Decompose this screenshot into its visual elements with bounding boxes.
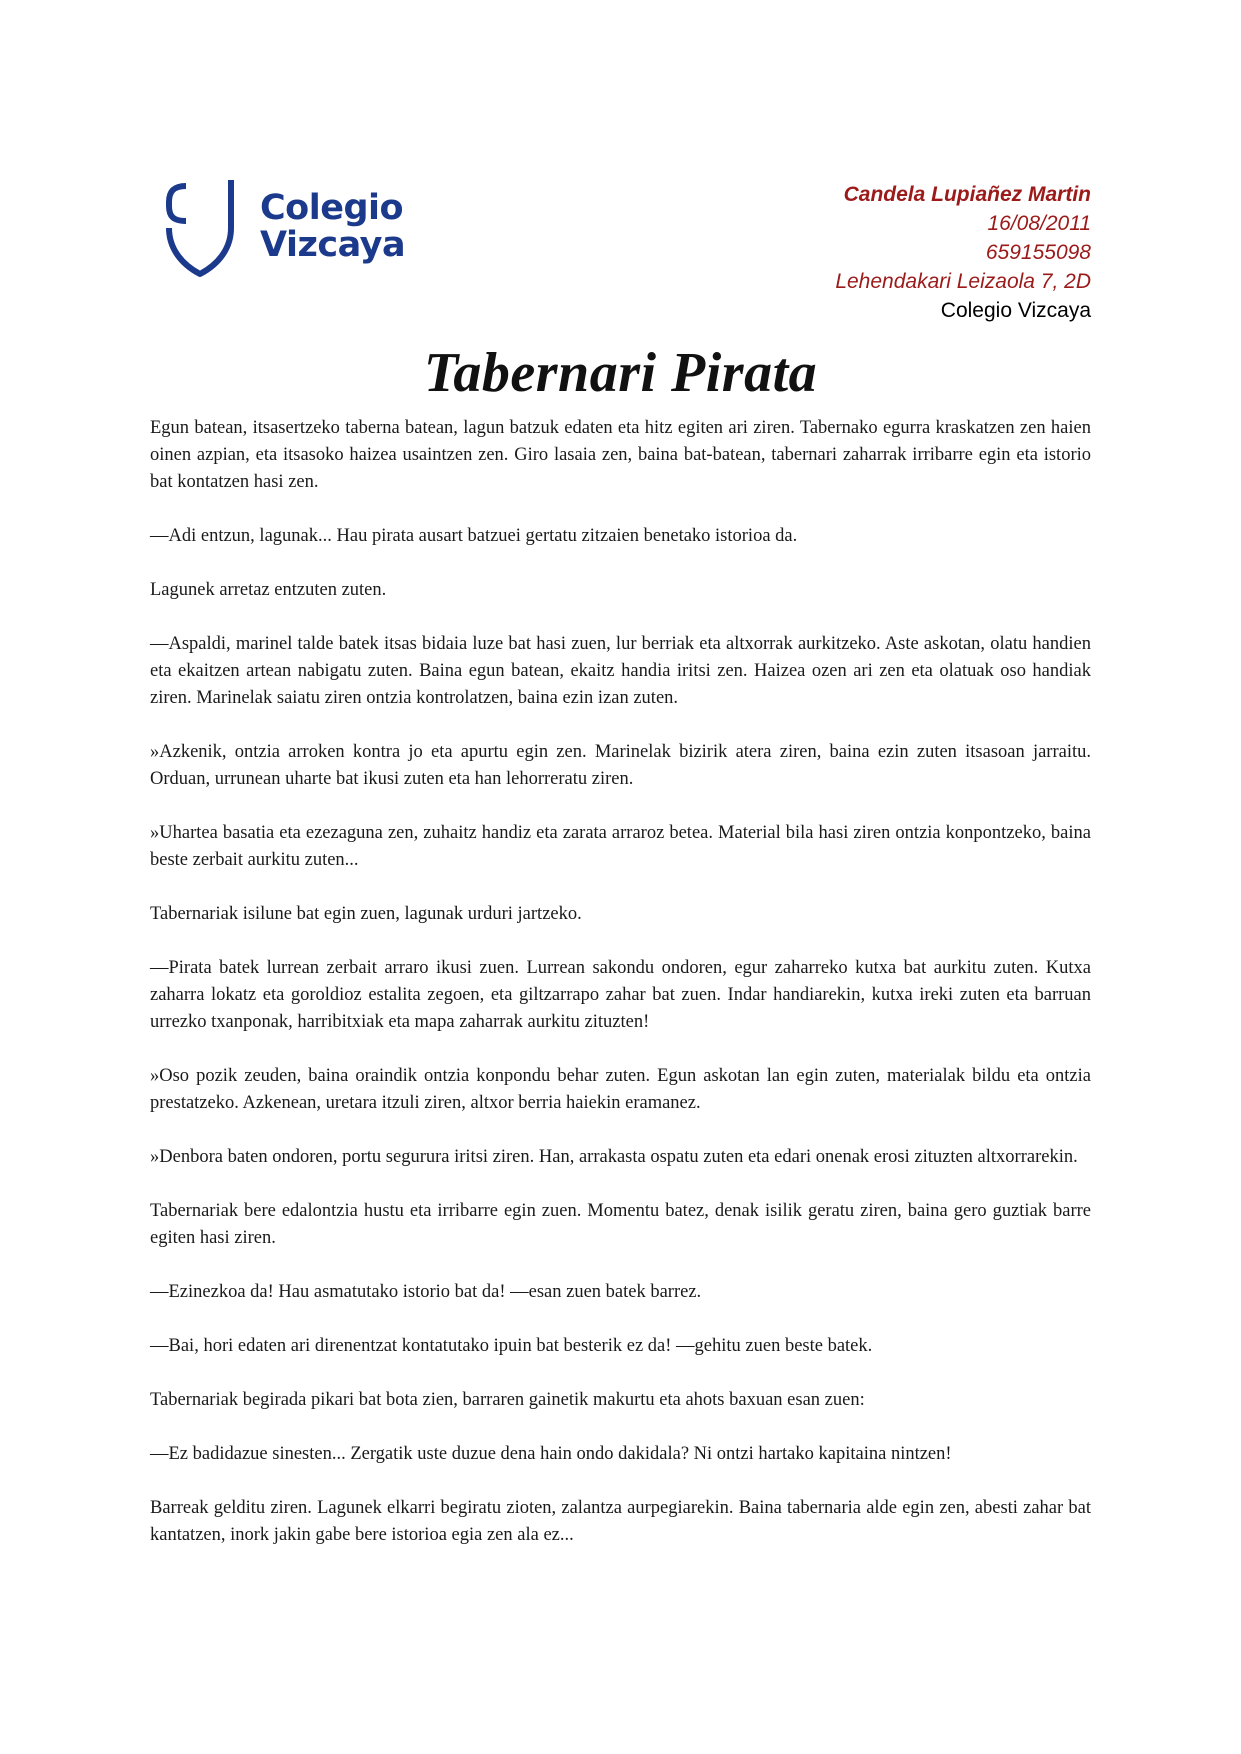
paragraph: —Adi entzun, lagunak... Hau pirata ausart batzuei gertatu zitzaien benetako istorioa da.: [150, 526, 798, 546]
logo-line-1: Colegio: [260, 188, 404, 228]
logo-line-2: Vizcaya: [260, 225, 406, 265]
student-info: [835, 180, 1091, 325]
story-body: [150, 415, 1091, 1576]
paragraph: Barreak gelditu ziren. Lagunek elkarri begiratu zioten, zalantza aurpegiarekin. Baina tabernaria alde egin zen, abesti zahar bat kantatzen, inork jakin gabe bere istorioa egia zen ala ez...: [150, 1498, 1091, 1545]
paragraph: »Azkenik, ontzia arroken kontra jo eta apurtu egin zen. Marinelak bizirik atera ziren, baina ezin zuten itsasoan jarraitu. Orduan, urrunean uharte bat ikusi zuten eta han lehorreratu ziren.: [150, 742, 1091, 789]
paragraph: —Pirata batek lurrean zerbait arraro ikusi zuen. Lurrean sakondu ondoren, egur zaharreko kutxa bat aurkitu zuten. Kutxa zaharra lokatz eta goroldioz estalita zegoen, eta giltzarrapo zahar bat zuen. Indar handiarekin, kutxa ireki zuten eta barruan urrezko txanponak, harribitxiak eta mapa zaharrak aurkitu zituzten!: [150, 958, 1091, 1032]
paragraph: Lagunek arretaz entzuten zuten.: [150, 580, 387, 600]
paragraph: —Aspaldi, marinel talde batek itsas bidaia luze bat hasi zuen, lur berriak eta altxorrak aurkitzeko. Aste askotan, olatu handien eta ekaitzen artean nabigatu zuten. Baina egun batean, ekaitz handia iritsi zen. Haizea ozen ari zen eta olatuak oso handiak ziren. Marinelak saiatu ziren ontzia kontrolatzen, baina ezin izan zuten.: [150, 634, 1091, 708]
paragraph: —Ez badidazue sinesten... Zergatik uste duzue dena hain ondo dakidala? Ni ontzi hartako kapitaina nintzen!: [150, 1444, 952, 1464]
student-phone: 659155098: [985, 241, 1091, 264]
shield-icon: [165, 180, 255, 280]
student-date: 16/08/2011: [987, 212, 1091, 235]
logo-wordmark: [260, 190, 405, 264]
paragraph: Egun batean, itsasertzeko taberna batean, lagun batzuk edaten eta hitz egiten ari ziren. Tabernako egurra kraskatzen zen haien oinen azpian, eta itsasoko haizea usaintzen zen. Giro lasaia zen, baina bat-batean, tabernari zaharrak irribarre egin eta istorio bat kontatzen hasi zen.: [150, 418, 1091, 492]
paragraph: »Denbora baten ondoren, portu segurura iritsi ziren. Han, arrakasta ospatu zuten eta edari onenak erosi zituzten altxorrarekin.: [150, 1147, 1078, 1167]
paragraph: Tabernariak bere edalontzia hustu eta irribarre egin zuen. Momentu batez, denak isilik geratu ziren, baina gero guztiak barre egiten hasi ziren.: [150, 1201, 1091, 1248]
paragraph: Tabernariak isilune bat egin zuen, lagunak urduri jartzeko.: [150, 904, 582, 924]
student-address: Lehendakari Leizaola 7, 2D: [835, 270, 1091, 293]
paragraph: Tabernariak begirada pikari bat bota zien, barraren gainetik makurtu eta ahots baxuan esan zuen:: [150, 1390, 865, 1410]
paragraph: »Oso pozik zeuden, baina oraindik ontzia konpondu behar zuten. Egun askotan lan egin zuten, materialak bildu eta ontzia prestatzeko. Azkenean, uretara itzuli ziren, altxor berria haiekin eramanez.: [150, 1066, 1091, 1113]
student-name: Candela Lupiañez Martin: [843, 183, 1091, 206]
school-name: Colegio Vizcaya: [940, 299, 1091, 322]
page-title: Tabernari Pirata: [423, 342, 818, 404]
paragraph: —Bai, hori edaten ari direnentzat kontatutako ipuin bat besterik ez da! —gehitu zuen beste batek.: [150, 1336, 873, 1356]
paragraph: »Uhartea basatia eta ezezaguna zen, zuhaitz handiz eta zarata arraroz betea. Material bila hasi ziren ontzia konpontzeko, baina beste zerbait aurkitu zuten...: [150, 823, 1091, 870]
paragraph: —Ezinezkoa da! Hau asmatutako istorio bat da! —esan zuen batek barrez.: [150, 1282, 702, 1302]
school-logo: [165, 180, 405, 280]
